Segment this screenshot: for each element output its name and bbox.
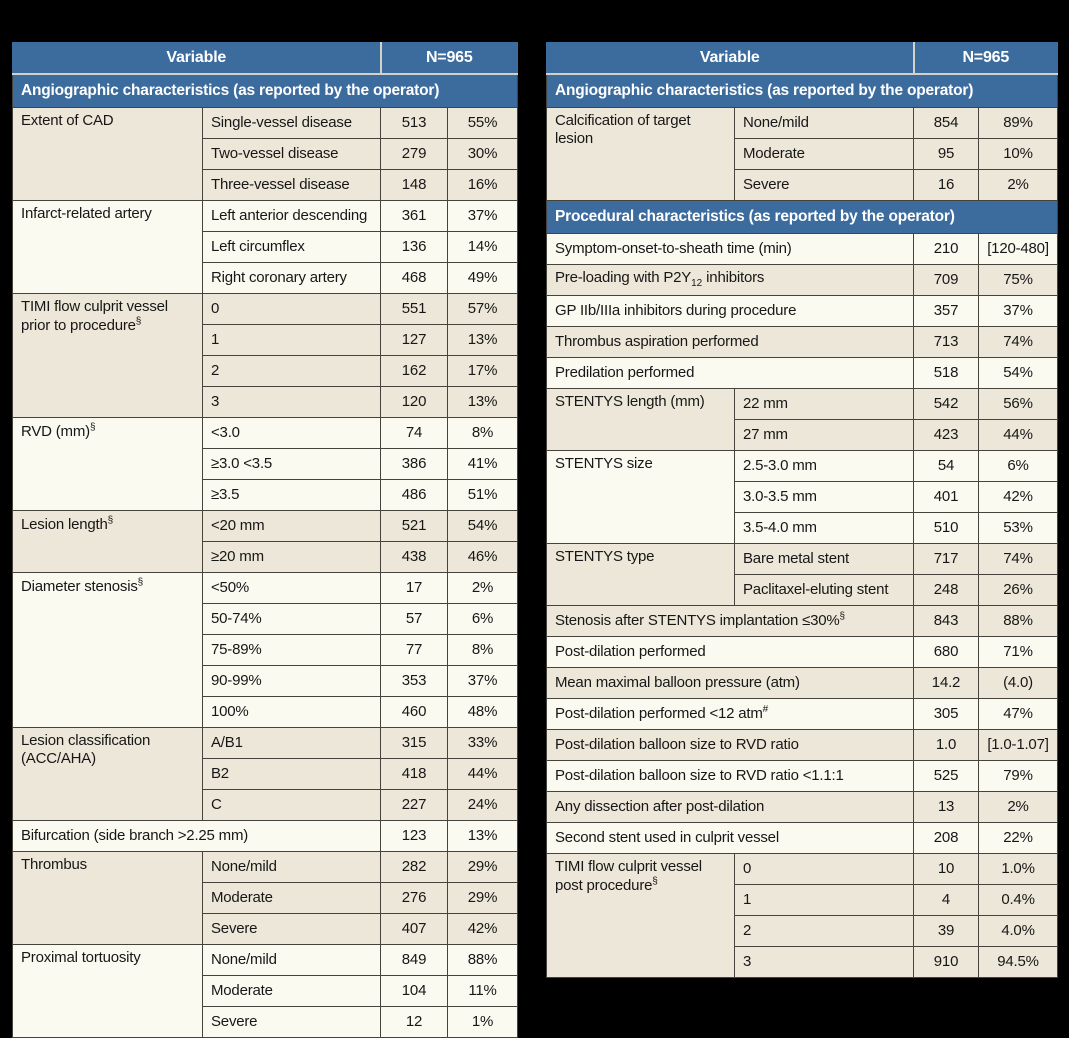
- row-category: 2: [735, 916, 914, 947]
- row-percent: 11%: [448, 976, 518, 1007]
- row-percent: 6%: [979, 451, 1058, 482]
- row-percent: 79%: [979, 761, 1058, 792]
- row-percent: 30%: [448, 139, 518, 170]
- row-percent: 51%: [448, 480, 518, 511]
- row-percent: 42%: [979, 482, 1058, 513]
- table-row: [547, 761, 1058, 792]
- row-percent: 46%: [448, 542, 518, 573]
- group-label-text: Proximal tortuosity: [21, 949, 141, 966]
- row-percent: 8%: [448, 418, 518, 449]
- row-percent: 44%: [448, 759, 518, 790]
- footnote-marker: §: [652, 876, 658, 888]
- group-label-text: Post-dilation performed: [555, 642, 706, 660]
- row-count: 95: [914, 139, 979, 170]
- row-count: 353: [381, 666, 448, 697]
- row-count: 276: [381, 883, 448, 914]
- row-category: 2.5-3.0 mm: [735, 451, 914, 482]
- table-row: [547, 854, 1058, 885]
- group-label: [547, 358, 914, 389]
- group-label-text-post: inhibitors: [702, 269, 765, 287]
- group-label-text: Calcification of target lesion: [555, 112, 691, 148]
- group-label: [547, 761, 914, 792]
- row-category: ≥3.5: [203, 480, 381, 511]
- row-count: 74: [381, 418, 448, 449]
- row-percent: 54%: [448, 511, 518, 542]
- row-percent: 74%: [979, 327, 1058, 358]
- row-category: Right coronary artery: [203, 263, 381, 294]
- group-label-text: Infarct-related artery: [21, 205, 152, 222]
- row-count: 120: [381, 387, 448, 418]
- row-count: 423: [914, 420, 979, 451]
- row-category: ≥3.0 <3.5: [203, 449, 381, 480]
- row-count: 843: [914, 606, 979, 637]
- row-percent: 55%: [448, 108, 518, 139]
- footnote-marker: §: [137, 577, 144, 588]
- group-label: [547, 327, 914, 358]
- group-label-text: Post-dilation balloon size to RVD ratio: [555, 735, 799, 753]
- row-category: <3.0: [203, 418, 381, 449]
- row-percent: 89%: [979, 108, 1058, 139]
- group-label-text: Thrombus: [21, 856, 87, 873]
- row-count: 127: [381, 325, 448, 356]
- group-label: [547, 606, 914, 637]
- row-percent: 37%: [448, 201, 518, 232]
- row-count: 248: [914, 575, 979, 606]
- footnote-marker: §: [89, 422, 96, 433]
- row-percent: 29%: [448, 852, 518, 883]
- row-category: 90-99%: [203, 666, 381, 697]
- group-label-text: Predilation performed: [555, 363, 695, 381]
- row-count: 148: [381, 170, 448, 201]
- row-count: 14.2: [914, 668, 979, 699]
- row-category: 1: [203, 325, 381, 356]
- table-row: [13, 821, 518, 852]
- row-count: 39: [914, 916, 979, 947]
- variable-header: Variable: [13, 43, 381, 75]
- row-percent: 56%: [979, 389, 1058, 420]
- group-label: [13, 294, 203, 418]
- group-label: [547, 451, 735, 544]
- row-category: None/mild: [203, 852, 381, 883]
- row-category: ≥20 mm: [203, 542, 381, 573]
- row-percent: 24%: [448, 790, 518, 821]
- row-category: Left anterior descending: [203, 201, 381, 232]
- table-row: [547, 451, 1058, 482]
- row-category: 22 mm: [735, 389, 914, 420]
- variable-header: Variable: [547, 43, 914, 75]
- row-percent: 33%: [448, 728, 518, 759]
- row-percent: 2%: [448, 573, 518, 604]
- row-percent: 13%: [448, 325, 518, 356]
- group-label: [13, 511, 203, 573]
- row-percent: 44%: [979, 420, 1058, 451]
- section-header-row: [547, 201, 1058, 234]
- row-category: 3: [735, 947, 914, 978]
- group-label: [13, 573, 203, 728]
- group-label-text: Mean maximal balloon pressure (atm): [555, 673, 800, 691]
- group-label: [547, 544, 735, 606]
- table-row: [547, 358, 1058, 389]
- row-category: Severe: [203, 914, 381, 945]
- group-label: [547, 854, 735, 978]
- row-percent: 13%: [448, 821, 518, 852]
- table-row: [547, 823, 1058, 854]
- table-row: [13, 201, 518, 232]
- footnote-marker: §: [135, 316, 142, 328]
- table-header-row: [13, 43, 518, 75]
- row-category: 3.5-4.0 mm: [735, 513, 914, 544]
- row-category: 100%: [203, 697, 381, 728]
- group-label: [547, 668, 914, 699]
- row-count: 208: [914, 823, 979, 854]
- row-category: <20 mm: [203, 511, 381, 542]
- row-category: 75-89%: [203, 635, 381, 666]
- row-count: 709: [914, 265, 979, 296]
- group-label-text: Second stent used in culprit vessel: [555, 828, 779, 846]
- table-row: [13, 294, 518, 325]
- data-table: [12, 42, 518, 1038]
- row-count: 10: [914, 854, 979, 885]
- characteristics-table-left: [12, 42, 517, 1038]
- footnote-marker: §: [839, 611, 846, 623]
- characteristics-table-right: [546, 42, 1057, 978]
- row-count: 123: [381, 821, 448, 852]
- row-category: 0: [203, 294, 381, 325]
- group-label: [13, 821, 381, 852]
- row-count: 910: [914, 947, 979, 978]
- group-label: [13, 945, 203, 1038]
- table-row: [13, 573, 518, 604]
- row-percent: 0.4%: [979, 885, 1058, 916]
- row-count: 418: [381, 759, 448, 790]
- row-percent: 71%: [979, 637, 1058, 668]
- group-label-text: Stenosis after STENTYS implantation ≤30%: [555, 612, 840, 630]
- group-label-text: STENTYS size: [555, 455, 653, 472]
- row-count: 279: [381, 139, 448, 170]
- row-percent: 42%: [448, 914, 518, 945]
- group-label: [547, 823, 914, 854]
- group-label: [547, 265, 914, 296]
- row-percent: 16%: [448, 170, 518, 201]
- row-category: None/mild: [203, 945, 381, 976]
- group-label-text: STENTYS length (mm): [555, 393, 705, 410]
- row-count: 104: [381, 976, 448, 1007]
- row-percent: 54%: [979, 358, 1058, 389]
- group-label-text: Lesion classification (ACC/AHA): [21, 732, 151, 768]
- table-row: [547, 606, 1058, 637]
- row-category: None/mild: [735, 108, 914, 139]
- row-count: 518: [914, 358, 979, 389]
- table-row: [547, 668, 1058, 699]
- row-category: 1: [735, 885, 914, 916]
- group-label: [13, 728, 203, 821]
- group-label-text: GP IIb/IIIa inhibitors during procedure: [555, 301, 797, 319]
- group-label-text: Symptom-onset-to-sheath time (min): [555, 239, 792, 257]
- row-category: Bare metal stent: [735, 544, 914, 575]
- table-row: [547, 108, 1058, 139]
- section-title: Procedural characteristics (as reported by the operator): [547, 201, 1058, 234]
- subscript-text: 12: [691, 278, 703, 290]
- row-percent: 37%: [979, 296, 1058, 327]
- row-count: 854: [914, 108, 979, 139]
- group-label-text: RVD (mm): [21, 423, 90, 440]
- group-label-text: Any dissection after post-dilation: [555, 797, 765, 815]
- row-percent: [1.0-1.07]: [979, 730, 1058, 761]
- group-label: [13, 201, 203, 294]
- table-row: [547, 234, 1058, 265]
- row-category: C: [203, 790, 381, 821]
- table-row: [547, 792, 1058, 823]
- table-row: [547, 265, 1058, 296]
- row-percent: 48%: [448, 697, 518, 728]
- table-header-row: [547, 43, 1058, 75]
- group-label: [547, 108, 735, 201]
- group-label: [547, 296, 914, 327]
- row-category: A/B1: [203, 728, 381, 759]
- row-count: 361: [381, 201, 448, 232]
- row-count: 680: [914, 637, 979, 668]
- row-count: 717: [914, 544, 979, 575]
- row-count: 849: [381, 945, 448, 976]
- row-count: 136: [381, 232, 448, 263]
- row-percent: 49%: [448, 263, 518, 294]
- row-percent: 8%: [448, 635, 518, 666]
- row-category: Left circumflex: [203, 232, 381, 263]
- row-count: 1.0: [914, 730, 979, 761]
- group-label-text: TIMI flow culprit vessel post procedure: [555, 858, 702, 895]
- table-row: [547, 327, 1058, 358]
- row-category: Moderate: [735, 139, 914, 170]
- table-row: [13, 418, 518, 449]
- row-count: 468: [381, 263, 448, 294]
- data-table: [546, 42, 1058, 978]
- n-header: N=965: [381, 43, 518, 75]
- section-title: Angiographic characteristics (as reported by the operator): [13, 74, 518, 108]
- table-row: [13, 511, 518, 542]
- n-header: N=965: [914, 43, 1058, 75]
- row-percent: (4.0): [979, 668, 1058, 699]
- row-percent: 6%: [448, 604, 518, 635]
- section-header-row: [13, 74, 518, 108]
- row-category: Moderate: [203, 883, 381, 914]
- row-percent: 53%: [979, 513, 1058, 544]
- row-count: 521: [381, 511, 448, 542]
- footnote-marker: #: [762, 704, 769, 716]
- row-count: 513: [381, 108, 448, 139]
- row-percent: 4.0%: [979, 916, 1058, 947]
- table-row: [547, 296, 1058, 327]
- row-count: 12: [381, 1007, 448, 1038]
- group-label: [547, 389, 735, 451]
- row-count: 57: [381, 604, 448, 635]
- row-count: 438: [381, 542, 448, 573]
- row-count: 282: [381, 852, 448, 883]
- row-count: 227: [381, 790, 448, 821]
- row-percent: 22%: [979, 823, 1058, 854]
- group-label-text: TIMI flow culprit vessel prior to procedure: [21, 298, 168, 335]
- row-category: <50%: [203, 573, 381, 604]
- row-count: 4: [914, 885, 979, 916]
- row-category: Severe: [735, 170, 914, 201]
- row-count: 162: [381, 356, 448, 387]
- row-category: B2: [203, 759, 381, 790]
- group-label: [547, 699, 914, 730]
- row-count: 510: [914, 513, 979, 544]
- row-percent: 26%: [979, 575, 1058, 606]
- row-count: 305: [914, 699, 979, 730]
- group-label: [547, 637, 914, 668]
- row-count: 401: [914, 482, 979, 513]
- group-label-text: Pre-loading with P2Y: [555, 269, 692, 287]
- row-percent: 1.0%: [979, 854, 1058, 885]
- row-percent: 57%: [448, 294, 518, 325]
- table-row: [547, 730, 1058, 761]
- row-count: 16: [914, 170, 979, 201]
- table-row: [547, 544, 1058, 575]
- row-count: 54: [914, 451, 979, 482]
- row-count: 17: [381, 573, 448, 604]
- row-category: Paclitaxel-eluting stent: [735, 575, 914, 606]
- row-category: Two-vessel disease: [203, 139, 381, 170]
- group-label-text: Bifurcation (side branch >2.25 mm): [21, 826, 249, 844]
- row-percent: 47%: [979, 699, 1058, 730]
- row-percent: 94.5%: [979, 947, 1058, 978]
- table-row: [547, 389, 1058, 420]
- row-category: Moderate: [203, 976, 381, 1007]
- group-label-text: STENTYS type: [555, 548, 655, 565]
- row-category: 50-74%: [203, 604, 381, 635]
- row-category: Three-vessel disease: [203, 170, 381, 201]
- row-count: 551: [381, 294, 448, 325]
- row-count: 13: [914, 792, 979, 823]
- group-label: [547, 234, 914, 265]
- row-category: Single-vessel disease: [203, 108, 381, 139]
- row-percent: 41%: [448, 449, 518, 480]
- row-category: 3.0-3.5 mm: [735, 482, 914, 513]
- table-row: [13, 945, 518, 976]
- group-label: [13, 418, 203, 511]
- row-percent: 10%: [979, 139, 1058, 170]
- row-percent: 29%: [448, 883, 518, 914]
- row-percent: 13%: [448, 387, 518, 418]
- row-percent: 14%: [448, 232, 518, 263]
- table-row: [13, 852, 518, 883]
- row-percent: 17%: [448, 356, 518, 387]
- row-category: Severe: [203, 1007, 381, 1038]
- group-label-text: Thrombus aspiration performed: [555, 332, 759, 350]
- row-category: 3: [203, 387, 381, 418]
- group-label: [13, 852, 203, 945]
- row-percent: [120-480]: [979, 234, 1058, 265]
- section-header-row: [547, 74, 1058, 108]
- row-count: 713: [914, 327, 979, 358]
- row-count: 386: [381, 449, 448, 480]
- row-percent: 1%: [448, 1007, 518, 1038]
- row-count: 542: [914, 389, 979, 420]
- section-title: Angiographic characteristics (as reported by the operator): [547, 74, 1058, 108]
- group-label: [13, 108, 203, 201]
- row-count: 486: [381, 480, 448, 511]
- table-row: [547, 699, 1058, 730]
- row-count: 77: [381, 635, 448, 666]
- row-percent: 74%: [979, 544, 1058, 575]
- row-percent: 37%: [448, 666, 518, 697]
- group-label-text: Post-dilation balloon size to RVD ratio <1.1:1: [555, 766, 844, 784]
- row-count: 357: [914, 296, 979, 327]
- group-label-text: Post-dilation performed <12 atm: [555, 705, 763, 723]
- table-row: [13, 728, 518, 759]
- row-percent: 75%: [979, 265, 1058, 296]
- table-row: [13, 108, 518, 139]
- footnote-marker: §: [107, 515, 114, 526]
- row-category: 27 mm: [735, 420, 914, 451]
- row-count: 407: [381, 914, 448, 945]
- group-label-text: Lesion length: [21, 516, 108, 533]
- row-count: 210: [914, 234, 979, 265]
- row-percent: 88%: [448, 945, 518, 976]
- row-count: 315: [381, 728, 448, 759]
- row-percent: 2%: [979, 170, 1058, 201]
- group-label: [547, 730, 914, 761]
- group-label-text: Extent of CAD: [21, 112, 114, 129]
- group-label-text: Diameter stenosis: [21, 578, 138, 595]
- row-category: 2: [203, 356, 381, 387]
- table-row: [547, 637, 1058, 668]
- row-count: 525: [914, 761, 979, 792]
- row-category: 0: [735, 854, 914, 885]
- row-count: 460: [381, 697, 448, 728]
- row-percent: 88%: [979, 606, 1058, 637]
- row-percent: 2%: [979, 792, 1058, 823]
- group-label: [547, 792, 914, 823]
